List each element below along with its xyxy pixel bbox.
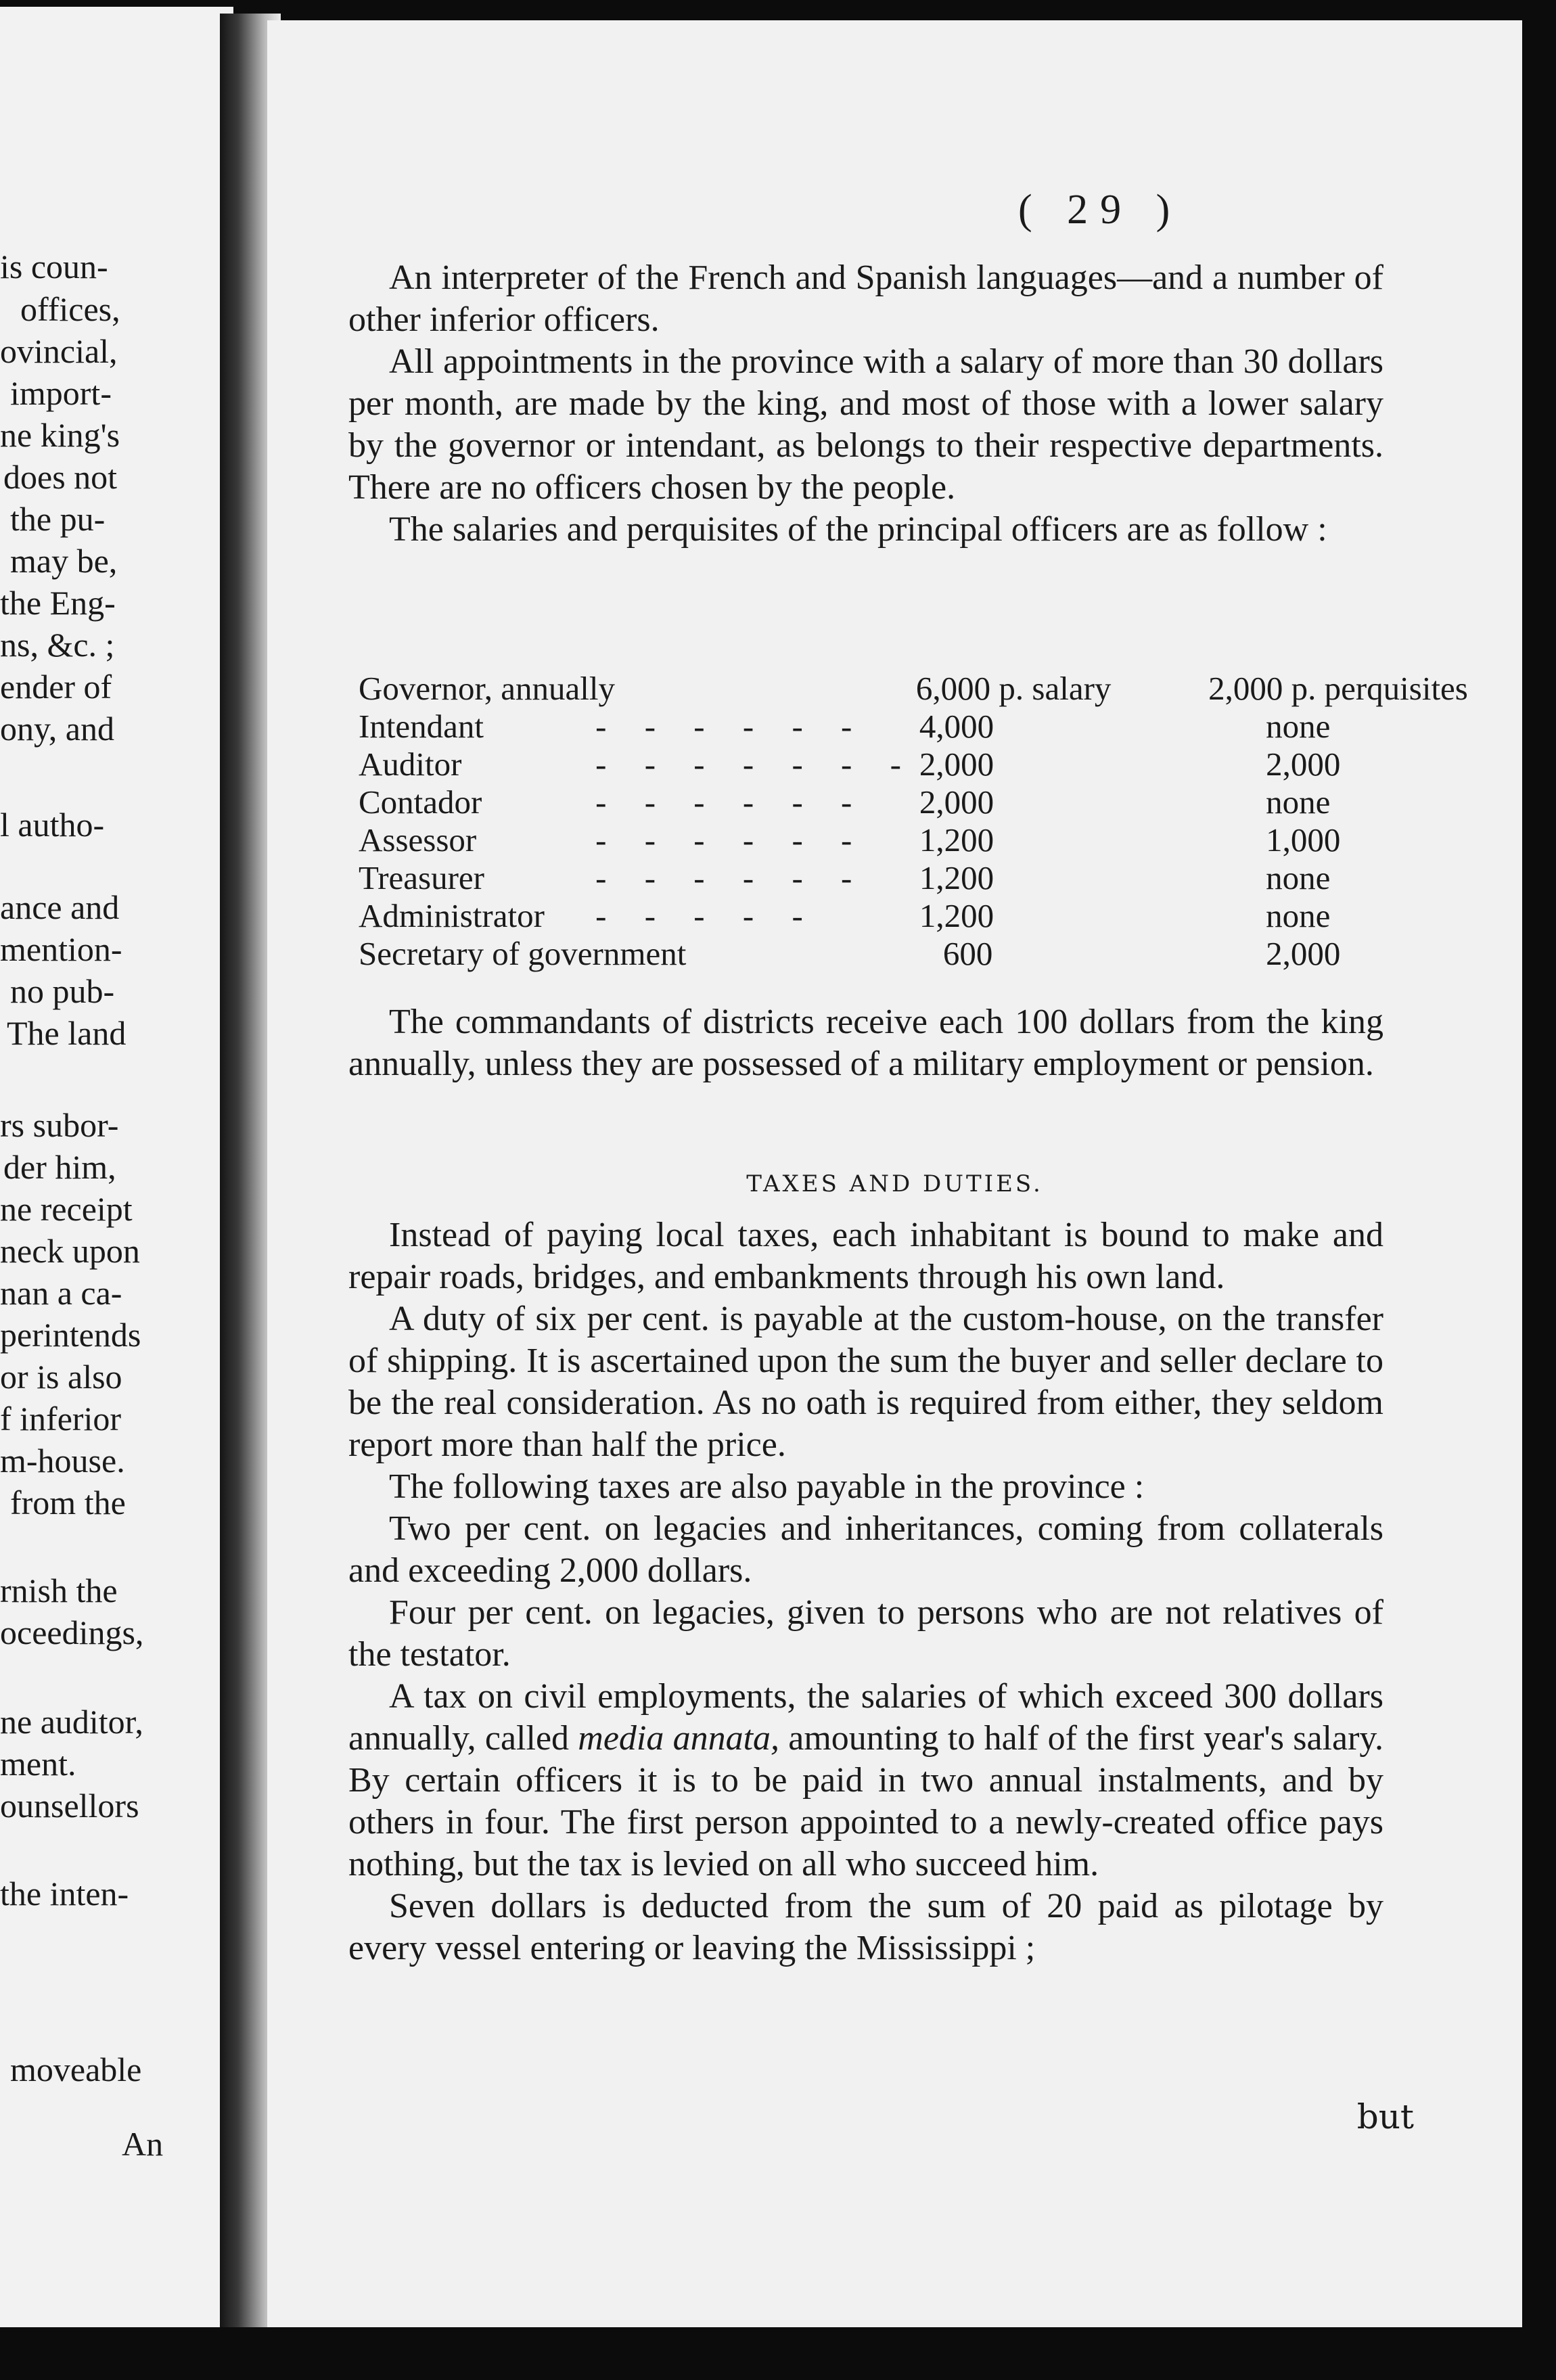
left-page-line: nan a ca- (0, 1274, 122, 1312)
left-page-line: does not (3, 458, 118, 496)
left-page-line: oceedings, (0, 1614, 144, 1651)
left-page-line: ance and (0, 888, 120, 926)
office-cell: Administrator (359, 897, 545, 934)
salary-cell: 1,200 (919, 897, 994, 934)
leader-dashes: - - - - - (595, 897, 818, 934)
salary-cell: 600 (942, 935, 993, 972)
salary-cell: 1,200 (919, 821, 994, 859)
left-page-line: perintends (0, 1316, 141, 1354)
table-row (359, 670, 1522, 708)
left-page-line: m-house. (0, 1442, 125, 1480)
left-page-line: der him, (3, 1148, 116, 1186)
table-row (359, 783, 1522, 821)
page-number: ( 29 ) (1018, 187, 1183, 233)
salary-cell: 4,000 (919, 708, 994, 745)
table-row (359, 859, 1522, 897)
salary-cell: 1,200 (919, 859, 994, 896)
perquisites-cell: 1,000 (1266, 821, 1341, 859)
leader-dashes: - - - - - - (595, 708, 867, 745)
left-page-line: ne auditor, (0, 1703, 143, 1741)
table-row (359, 821, 1522, 859)
paragraph: The commandants of districts receive each 100 dollars from the king annually, unless they are possessed of a military employment or pension. (348, 1003, 1383, 1083)
intro-text (348, 257, 1383, 551)
perquisites-cell: none (1266, 859, 1331, 896)
text-run: amounting to half of the first year's salary. By certain officers it is to be paid in two annual instalments, and by others in four. The first person appointed to a newly-created office pays nothing, but the tax is levied on all who succeed him. (348, 1719, 1384, 1883)
perquisites-cell: none (1266, 783, 1331, 821)
left-page-line: offices, (20, 290, 120, 328)
salary-cell: 6,000 p. salary (915, 670, 1112, 707)
office-cell: Treasurer (359, 859, 484, 896)
text-run: A tax on civil employments, the salaries of which exceed 300 dollars annually, called (348, 1677, 1383, 1758)
office-cell: Governor, annually (359, 670, 616, 707)
paragraph (348, 1676, 1383, 1885)
left-page-line: the inten- (0, 1875, 129, 1913)
left-page-line: no pub- (10, 972, 115, 1010)
left-page-line: ment. (0, 1745, 76, 1783)
perquisites-cell: 2,000 (1266, 935, 1341, 972)
leader-dashes: - - - - - - (595, 821, 867, 859)
perquisites-cell: none (1266, 897, 1331, 934)
left-page-line: ovincial, (0, 332, 118, 370)
table-row (359, 708, 1522, 746)
left-page-line: ne king's (0, 416, 120, 454)
left-page-line: moveable (10, 2051, 142, 2088)
left-page-line: the Eng- (0, 584, 116, 622)
salary-cell: 2,000 (919, 746, 994, 783)
left-page-line: f inferior (0, 1400, 122, 1438)
paragraph: The following taxes are also payable in the province : (389, 1467, 1145, 1506)
commandants-text (348, 1001, 1383, 1085)
paragraph: An interpreter of the French and Spanish languages—and a number of other inferior officers. (348, 258, 1383, 339)
left-page-line: mention- (0, 930, 122, 968)
left-page-line: is coun- (0, 248, 108, 285)
table-row (359, 746, 1522, 783)
left-page-line: ounsellors (0, 1787, 139, 1825)
section-heading: TAXES AND DUTIES. (746, 1170, 1043, 1197)
left-page-line: rnish the (0, 1572, 118, 1609)
paragraph: All appointments in the province with a salary of more than 30 dollars per month, are made by the king, and most of those with a lower salary by the governor or intendant, as belongs to their respective departments. There are no officers chosen by the people. (348, 342, 1383, 507)
left-page-line: ns, &c. ; (0, 626, 115, 664)
office-cell: Secretary of government (359, 935, 687, 972)
perquisites-cell: 2,000 (1266, 746, 1341, 783)
left-page-catchword: An (122, 2125, 164, 2163)
paragraph: The salaries and perquisites of the principal officers are as follow : (389, 510, 1327, 549)
office-cell: Auditor (359, 746, 462, 783)
left-page-line: ony, and (0, 710, 114, 748)
right-page (267, 20, 1522, 2327)
left-page-line: from the (10, 1484, 126, 1521)
office-cell: Intendant (359, 708, 484, 745)
paragraph: Two per cent. on legacies and inheritances, coming from collaterals and exceeding 2,000 dollars. (348, 1509, 1383, 1590)
table-row (359, 935, 1522, 973)
left-page-line: rs subor- (0, 1106, 119, 1144)
left-page-line: ender of (0, 668, 112, 706)
italic-term: media annata, (578, 1719, 780, 1758)
perquisites-cell: none (1266, 708, 1331, 745)
left-page-line: neck upon (0, 1232, 140, 1270)
left-page-line: may be, (10, 542, 118, 580)
salary-table (359, 670, 1522, 973)
paragraph: Instead of paying local taxes, each inhabitant is bound to make and repair roads, bridges, and embankments through his own land. (348, 1216, 1383, 1296)
left-page-line: or is also (0, 1358, 122, 1396)
taxes-text (348, 1214, 1383, 1969)
leader-dashes: - - - - - - (595, 859, 867, 896)
leader-dashes: - - - - - - - (595, 746, 916, 783)
paragraph: Four per cent. on legacies, given to persons who are not relatives of the testator. (348, 1593, 1383, 1674)
paragraph: Seven dollars is deducted from the sum of 20 paid as pilotage by every vessel entering or leaving the Mississippi ; (348, 1887, 1383, 1967)
salary-cell: 2,000 (919, 783, 994, 821)
leader-dashes: - - - - - - (595, 783, 867, 821)
left-page-line: the pu- (10, 500, 106, 538)
table-row (359, 897, 1522, 935)
left-page (0, 7, 233, 2327)
office-cell: Assessor (359, 821, 477, 859)
left-page-line: import- (10, 374, 112, 412)
office-cell: Contador (359, 783, 482, 821)
catchword: but (1356, 2097, 1414, 2136)
perquisites-cell: 2,000 p. perquisites (1208, 670, 1468, 707)
paragraph: A duty of six per cent. is payable at the custom-house, on the transfer of shipping. It is ascertained upon the sum the buyer and seller declare to be the real consideration. As no oath is required from either, they seldom report more than half the price. (348, 1300, 1383, 1464)
left-page-line: l autho- (0, 806, 105, 844)
left-page-line: ne receipt (0, 1190, 133, 1228)
left-page-line: The land (7, 1014, 127, 1052)
